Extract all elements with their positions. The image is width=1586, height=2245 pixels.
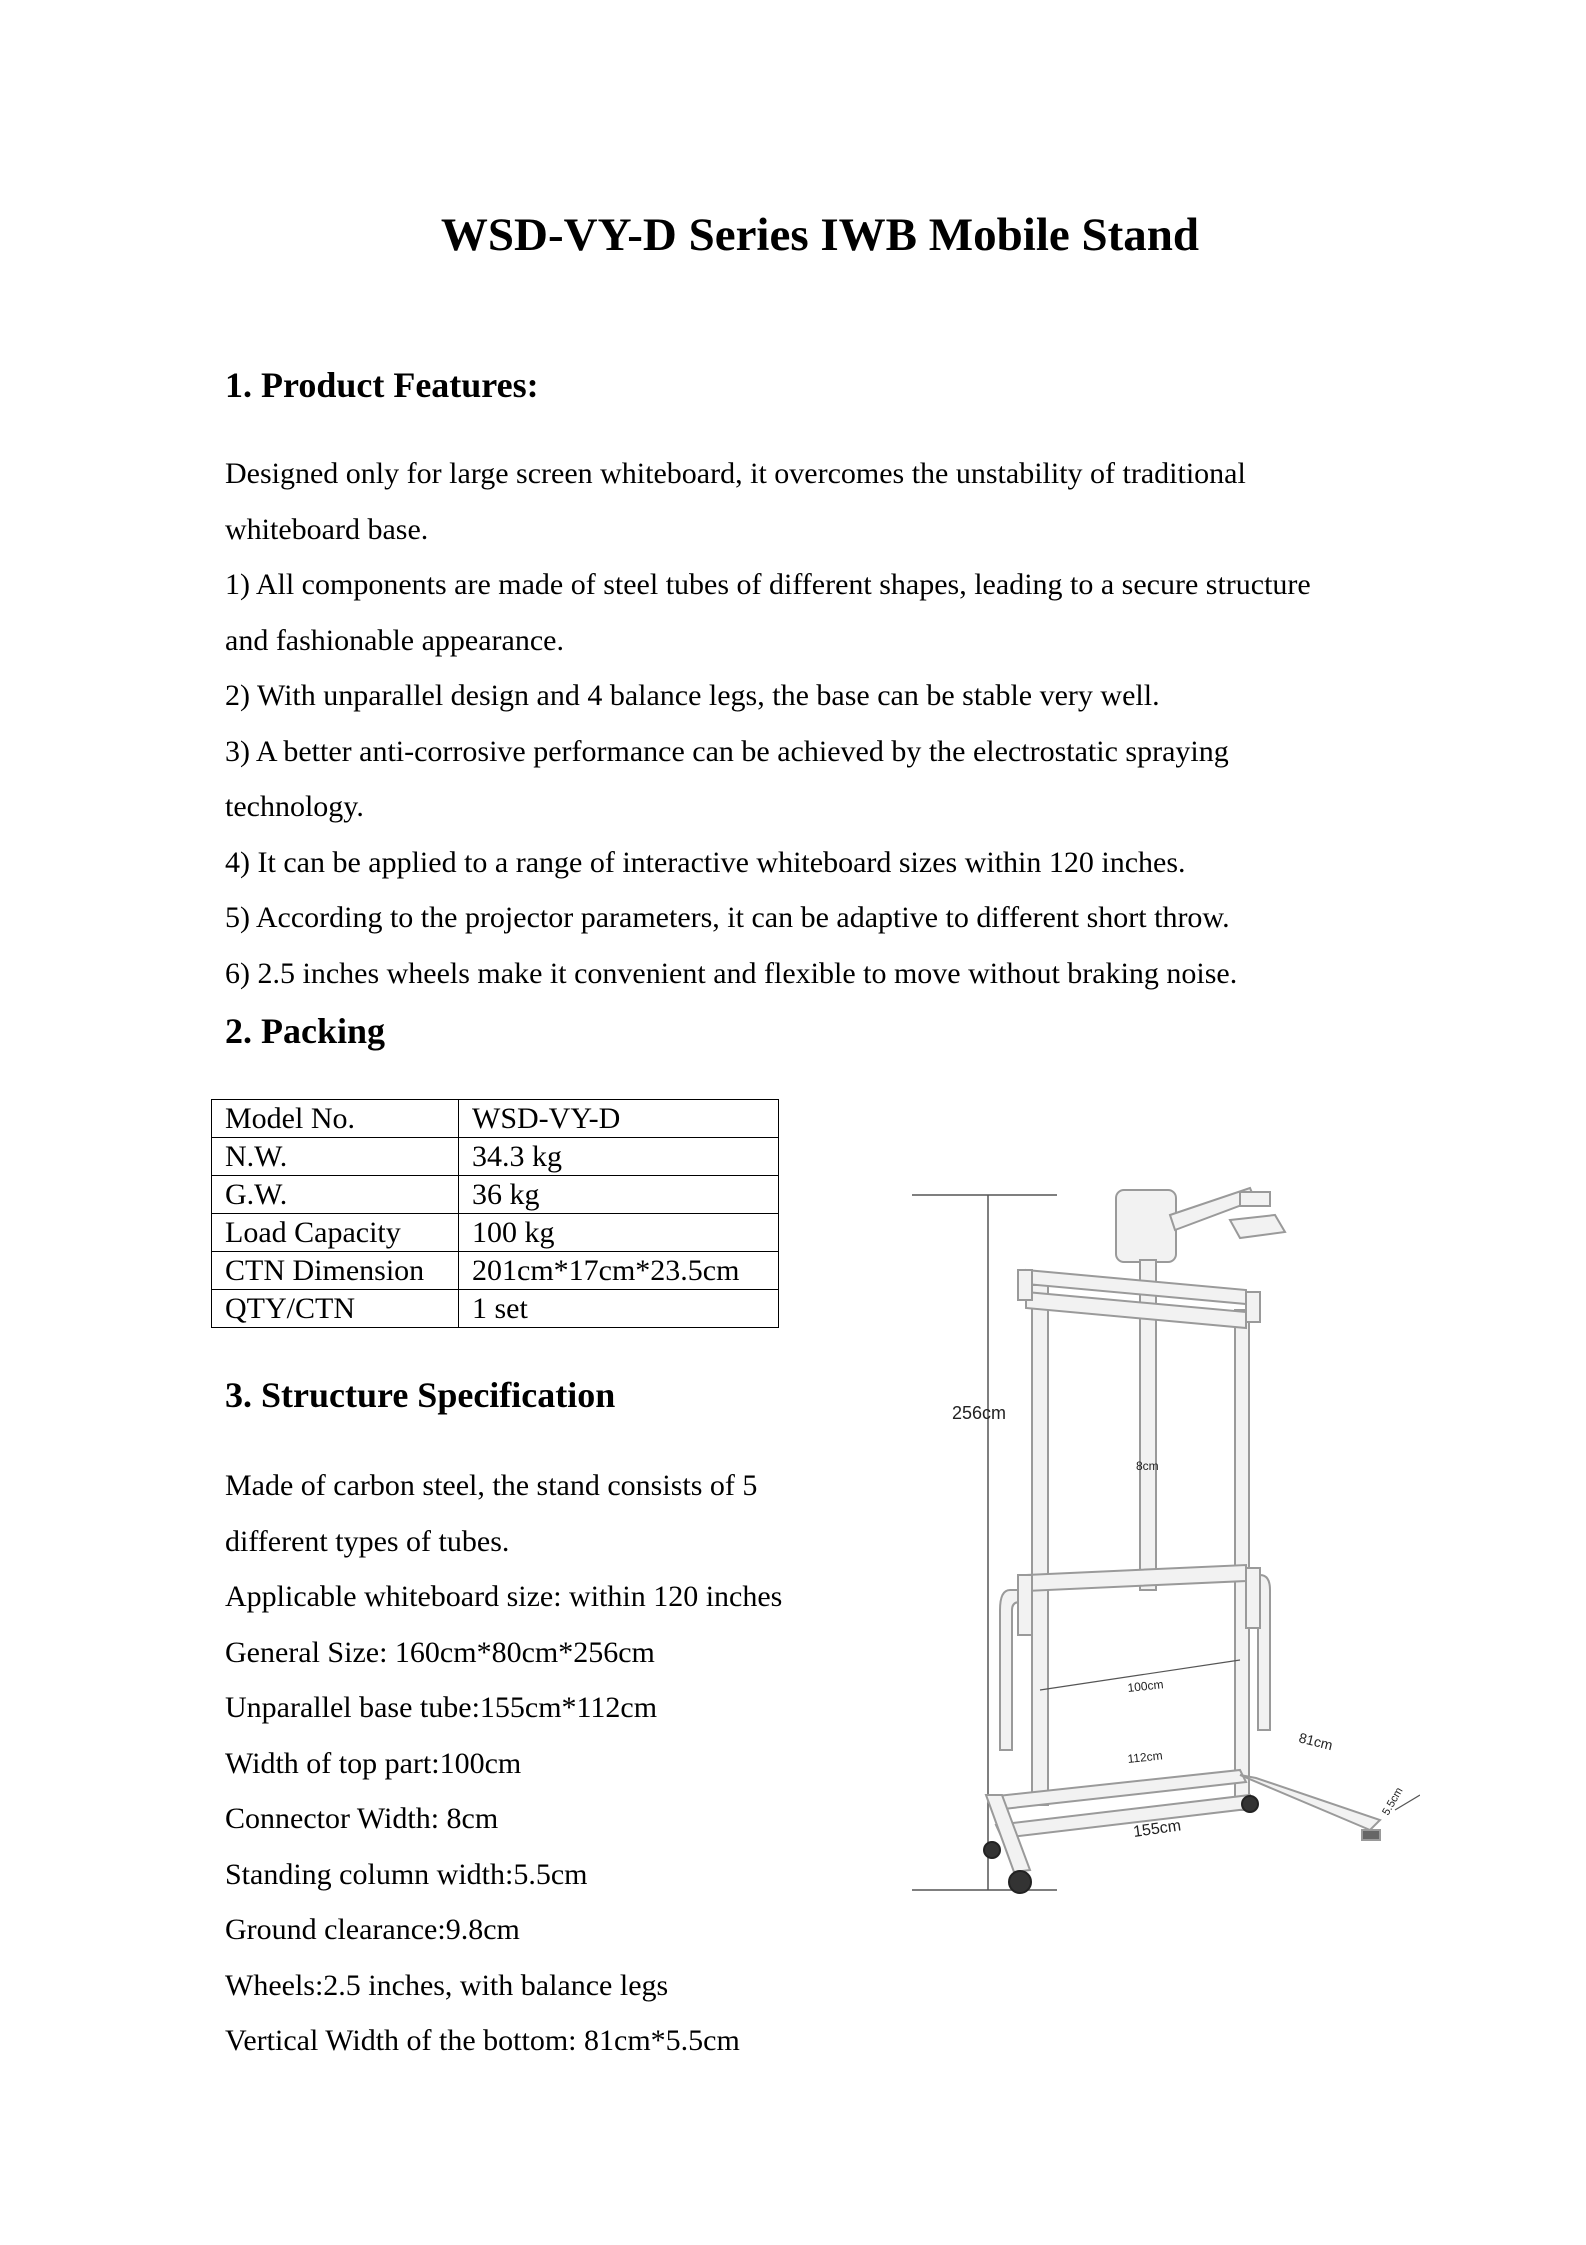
top-width-label: 100cm [1126, 1677, 1165, 1695]
packing-value-cell: 100 kg [459, 1214, 779, 1252]
right-bottom-clamp [1246, 1568, 1260, 1628]
leg-width-label: 5.5cm [1380, 1785, 1406, 1818]
packing-value-cell: 1 set [459, 1290, 779, 1328]
stand-illustration [900, 1170, 1420, 1950]
packing-value-cell: 34.3 kg [459, 1138, 779, 1176]
features-heading: 1. Product Features: [225, 365, 539, 405]
structure-spec-line: Connector Width: 8cm [225, 1802, 499, 1835]
packing-label-cell: G.W. [212, 1176, 459, 1214]
table-row [212, 1100, 779, 1138]
structure-spec-line: Ground clearance:9.8cm [225, 1913, 520, 1946]
structure-spec-line: Made of carbon steel, the stand consists of 5 [225, 1469, 758, 1502]
structure-spec-line: Unparallel base tube:155cm*112cm [225, 1691, 658, 1724]
packing-value-cell: 36 kg [459, 1176, 779, 1214]
features-intro-line: Designed only for large screen whiteboard, it overcomes the unstability of traditional [225, 457, 1246, 490]
packing-label-cell: QTY/CTN [212, 1290, 459, 1328]
feature-item-line: 2) With unparallel design and 4 balance legs, the base can be stable very well. [225, 679, 1160, 712]
packing-label-cell: N.W. [212, 1138, 459, 1176]
feature-item-line: technology. [225, 790, 364, 823]
front-wheel [1009, 1871, 1031, 1893]
table-row [212, 1214, 779, 1252]
table-row [212, 1138, 779, 1176]
structure-spec-line: Standing column width:5.5cm [225, 1857, 588, 1891]
inner-base-label: 112cm [1126, 1748, 1164, 1766]
packing-label-cell: Model No. [212, 1100, 459, 1138]
packing-table [211, 1099, 779, 1328]
rear-wheel [984, 1842, 1000, 1858]
features-body [225, 446, 1405, 1001]
middle-crossbar [1026, 1565, 1246, 1591]
packing-label-cell: CTN Dimension [212, 1252, 459, 1290]
table-row [212, 1252, 779, 1290]
feature-item-line: and fashionable appearance. [225, 623, 564, 657]
structure-body [225, 1458, 945, 2069]
document-title: WSD-VY-D Series IWB Mobile Stand [440, 209, 1200, 261]
packing-label-cell: Load Capacity [212, 1214, 459, 1252]
base-right-leg [1240, 1775, 1380, 1830]
feature-item-line: 5) According to the projector parameters, it can be adaptive to different short throw. [225, 901, 1230, 934]
right-upright [1235, 1310, 1249, 1810]
right-wheel [1242, 1796, 1258, 1812]
packing-value-cell: 201cm*17cm*23.5cm [459, 1252, 779, 1290]
feature-item-line: 3) A better anti-corrosive performance can be achieved by the electrostatic spraying [225, 734, 1229, 768]
outer-base-label: 155cm [1132, 1817, 1183, 1841]
features-intro-line: whiteboard base. [225, 512, 429, 546]
structure-spec-line: Width of top part:100cm [225, 1746, 522, 1780]
structure-spec-line: Wheels:2.5 inches, with balance legs [225, 1968, 669, 2002]
packing-heading: 2. Packing [225, 1011, 386, 1051]
projector-joint [1240, 1192, 1270, 1206]
projector-plate [1116, 1190, 1176, 1262]
structure-spec-line: Vertical Width of the bottom: 81cm*5.5cm [225, 2024, 740, 2057]
base-depth-label: 81cm [1297, 1729, 1335, 1754]
left-bottom-clamp [1018, 1575, 1032, 1635]
height-label: 256cm [952, 1403, 1007, 1423]
right-top-clamp [1246, 1292, 1260, 1322]
packing-value-cell: WSD-VY-D [459, 1100, 779, 1138]
table-row [212, 1290, 779, 1328]
table-row [212, 1176, 779, 1214]
projector-mount [1230, 1215, 1285, 1238]
feature-item-line: 6) 2.5 inches wheels make it convenient and flexible to move without braking noise. [225, 956, 1238, 990]
connector-label: 8cm [1136, 1459, 1159, 1473]
stand-frame [984, 1188, 1380, 1893]
left-upright [1032, 1285, 1048, 1805]
left-top-clamp [1018, 1270, 1032, 1300]
structure-spec-line: Applicable whiteboard size: within 120 inches [225, 1580, 783, 1613]
structure-heading: 3. Structure Specification [225, 1375, 616, 1415]
stand-product-image [900, 1170, 1420, 1950]
feature-item-line: 1) All components are made of steel tubes of different shapes, leading to a secure structure [225, 568, 1311, 601]
feature-item-line: 4) It can be applied to a range of interactive whiteboard sizes within 120 inches. [225, 845, 1186, 879]
balance-leg [1362, 1830, 1380, 1840]
structure-spec-line: General Size: 160cm*80cm*256cm [225, 1635, 655, 1669]
structure-spec-line: different types of tubes. [225, 1524, 510, 1558]
